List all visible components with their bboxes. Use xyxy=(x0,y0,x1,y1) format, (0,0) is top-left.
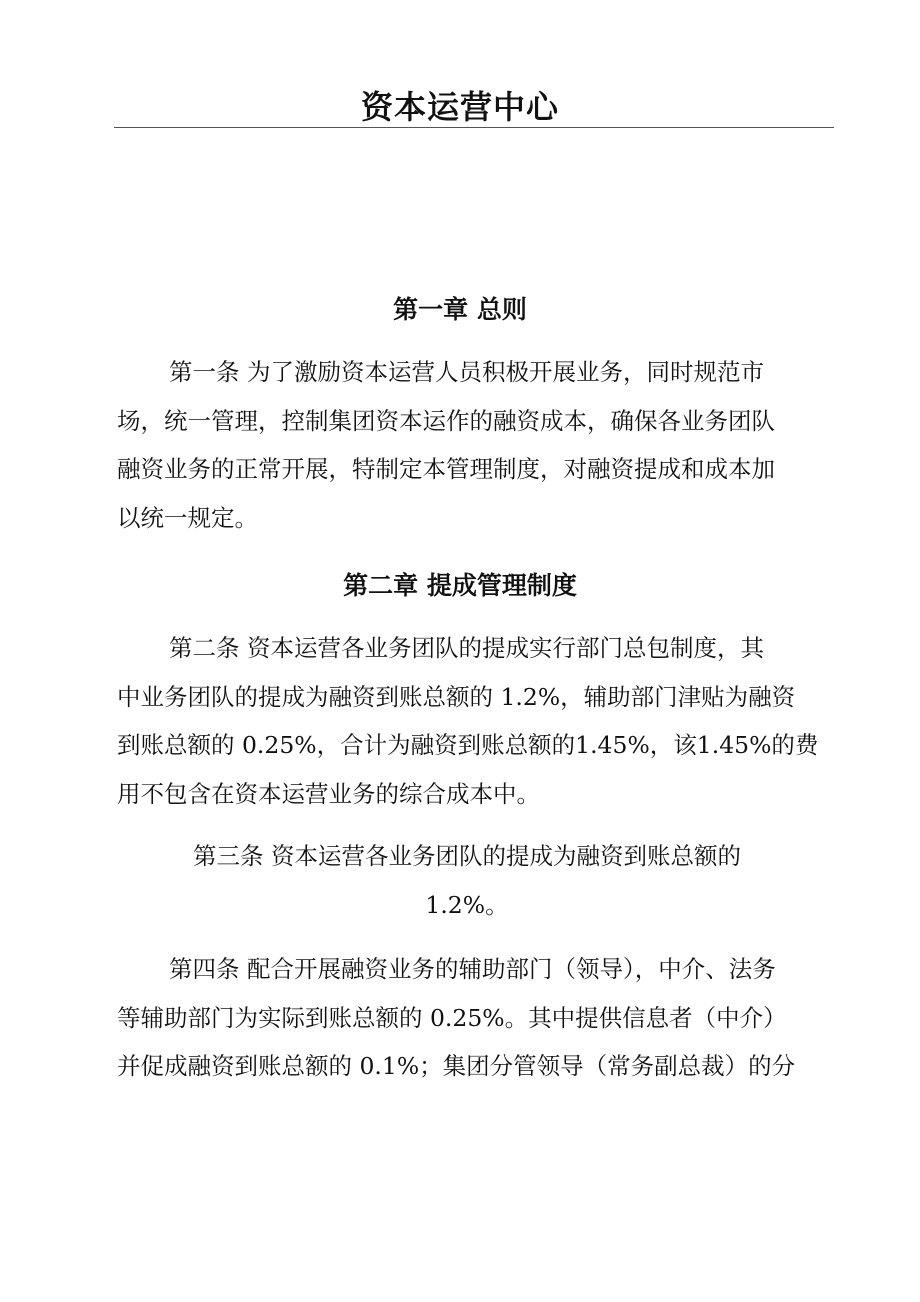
article-1-line: 第一条 为了激励资本运营人员积极开展业务，同时规范市 xyxy=(169,358,764,386)
article-1-line: 融资业务的正常开展，特制定本管理制度，对融资提成和成本加 xyxy=(117,455,775,483)
article-2-line: 用不包含在资本运营业务的综合成本中。 xyxy=(117,779,540,808)
article-2-line: 第二条 资本运营各业务团队的提成实行部门总包制度，其 xyxy=(169,634,764,662)
article-2-line: 中业务团队的提成为融资到账总额的 1.2%，辅助部门津贴为融资 xyxy=(117,682,796,711)
title-divider xyxy=(114,127,834,128)
article-1 xyxy=(117,348,817,542)
article-3-line: 第三条 资本运营各业务团队的提成为融资到账总额的 xyxy=(193,842,741,870)
article-4-line: 等辅助部门为实际到账总额的 0.25%。其中提供信息者（中介） xyxy=(117,1003,787,1032)
document-title: 资本运营中心 xyxy=(360,88,559,126)
article-3 xyxy=(117,832,817,929)
article-2-line: 到账总额的 0.25%，合计为融资到账总额的1.45%，该1.45%的费 xyxy=(117,731,819,759)
article-4-line: 并促成融资到账总额的 0.1%；集团分管领导（常务副总裁）的分 xyxy=(117,1052,796,1080)
article-1-line: 以统一规定。 xyxy=(117,503,258,532)
article-4 xyxy=(117,945,817,1091)
article-1-line: 场，统一管理，控制集团资本运作的融资成本，确保各业务团队 xyxy=(117,406,775,435)
article-4-line: 第四条 配合开展融资业务的辅助部门（领导），中介、法务 xyxy=(169,955,776,983)
article-3-line: 1.2%。 xyxy=(425,890,509,919)
chapter-2-heading: 第二章 提成管理制度 xyxy=(343,571,577,600)
article-2 xyxy=(117,624,817,818)
chapter-1-heading: 第一章 总则 xyxy=(393,295,527,324)
